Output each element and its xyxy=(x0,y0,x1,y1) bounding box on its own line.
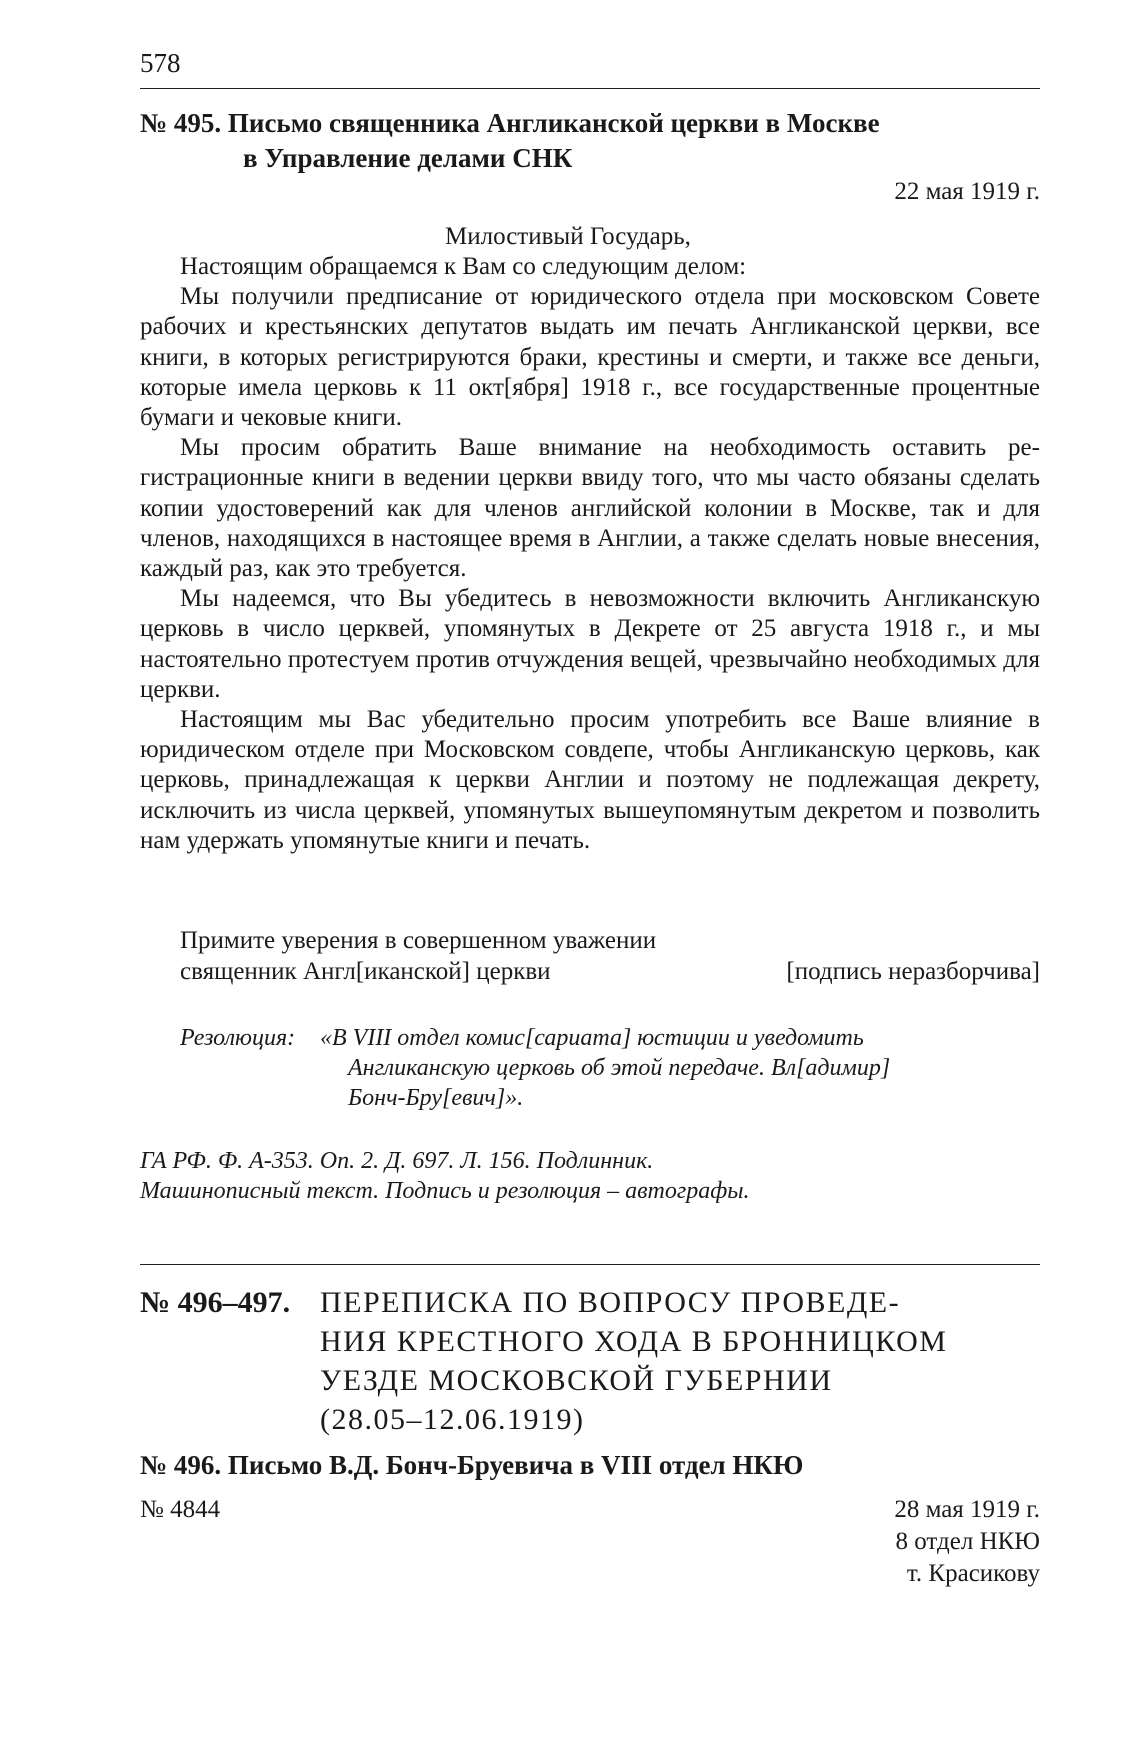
page-number: 578 xyxy=(140,48,181,78)
letter-paragraph: Настоящим мы Вас убедительно просим употребить все Ваше влияние в юридическом отделе при Московском совдепе, чтобы Англиканскую церковь, как церковь, принадлежащая к церкви Англии и поэтому не подлежащая декрету, исключить из числа церквей, упомянутых вышеупомянутым декретом и позволить нам удержать упомянутые книги и печать. xyxy=(140,706,1040,854)
source-line: ГА РФ. Ф. А-353. Оп. 2. Д. 697. Л. 156. Подлинник. xyxy=(140,1148,654,1174)
resolution-label: Резолюция: xyxy=(180,1025,296,1051)
salutation: Милостивый Государь, xyxy=(445,223,691,250)
section-title xyxy=(320,1283,1040,1439)
section-title-line: (28.05–12.06.1919) xyxy=(320,1403,585,1436)
section-rule xyxy=(140,1264,1040,1265)
archive-source xyxy=(140,1146,1040,1206)
signature-note: [подпись неразборчива] xyxy=(786,957,1040,985)
doc-496-date: 28 мая 1919 г. xyxy=(894,1496,1040,1523)
signer: священник Англ[иканской] церкви xyxy=(180,957,551,985)
doc-495-title-line2: в Управление делами СНК xyxy=(243,143,573,173)
doc-495-title-line1: № 495. Письмо священника Англиканской церкви в Москве xyxy=(140,108,880,138)
letter-paragraph: Настоящим обращаемся к Вам со следующим делом: xyxy=(180,253,747,280)
resolution-line: Бонч-Бру[евич]». xyxy=(348,1085,524,1111)
doc-495-date: 22 мая 1919 г. xyxy=(894,178,1040,205)
doc-495-title xyxy=(140,106,880,176)
doc-496-ref-number: № 4844 xyxy=(140,1496,221,1523)
resolution-line: Англиканскую церковь об этой передаче. Вл[адимир] xyxy=(348,1055,891,1081)
letter-paragraph: Мы получили предписание от юридического отдела при московском Совете рабочих и крестьянских депутатов выдать им печать Англиканской церкви, все книги, в которых регистрируются браки, крестины и смерти, и также все деньги, которые имела церковь к 11 окт[ября] 1918 г., все государственные процентные бумаги и чековые книги. xyxy=(140,283,1040,432)
closing-formula: Примите уверения в совершенном уважении xyxy=(180,927,657,954)
doc-496-addressee-name: т. Красикову xyxy=(906,1560,1040,1587)
resolution-line: «В VIII отдел комис[сариата] юстиции и уведомить xyxy=(320,1025,864,1051)
section-number: № 496–497. xyxy=(140,1286,291,1319)
section-title-line: НИЯ КРЕСТНОГО ХОДА В БРОННИЦКОМ xyxy=(320,1325,948,1358)
doc-496-title: № 496. Письмо В.Д. Бонч-Бруевича в VIII отдел НКЮ xyxy=(140,1450,804,1480)
doc-496-addressee-dept: 8 отдел НКЮ xyxy=(895,1528,1040,1555)
section-title-line: УЕЗДЕ МОСКОВСКОЙ ГУБЕРНИИ xyxy=(320,1364,833,1397)
letter-paragraph: Мы просим обратить Ваше внимание на необходимость оставить регистрационные книги в ведении церкви ввиду того, что мы часто обязаны сделать копии удостоверений как для членов английской колонии в Москве, так и для членов, находящихся в настоящее время в Англии, а также сделать новые внесения, каждый раз, как это требуется. xyxy=(140,434,1040,583)
signature-row xyxy=(180,957,1040,988)
letter-closing xyxy=(180,926,1040,987)
letter-body xyxy=(140,252,1040,856)
header-rule xyxy=(140,88,1040,89)
source-line: Машинописный текст. Подпись и резолюция – автографы. xyxy=(140,1178,750,1204)
resolution-text xyxy=(320,1023,1040,1113)
section-title-line: ПЕРЕПИСКА ПО ВОПРОСУ ПРОВЕДЕ- xyxy=(320,1286,901,1319)
letter-paragraph: Мы надеемся, что Вы убедитесь в невозможности включить Англиканскую церковь в число церквей, упомянутых в Декрете от 25 августа 1918 г., и мы настоятельно протестуем против отчуждения вещей, чрезвычайно необходимых для церкви. xyxy=(140,585,1040,703)
